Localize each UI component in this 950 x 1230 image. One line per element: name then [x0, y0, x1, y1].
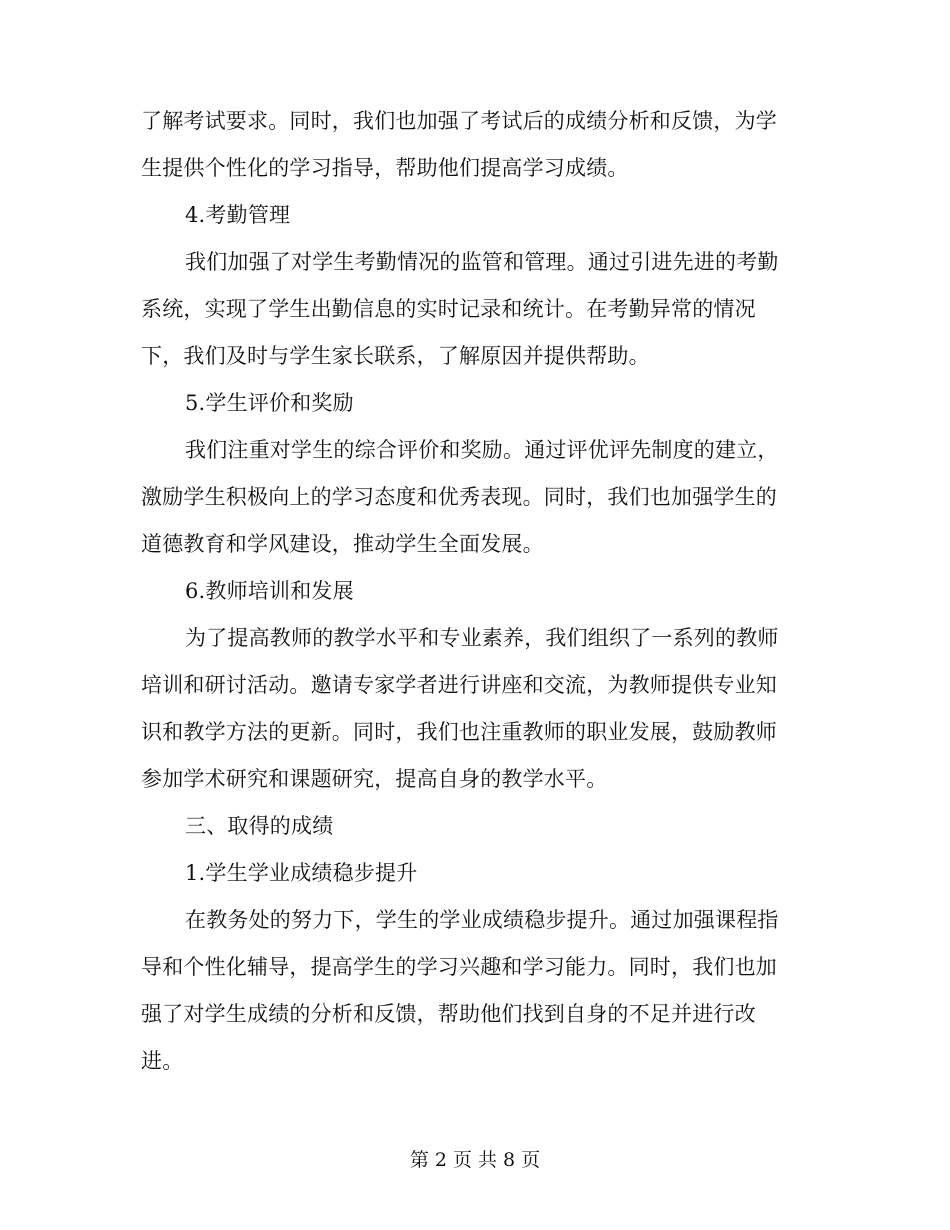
section-heading: 1.学生学业成绩稳步提升 — [185, 861, 418, 885]
paragraph-line: 培训和研讨活动。邀请专家学者进行讲座和交流，为教师提供专业知 — [141, 673, 777, 697]
paragraph-line: 在教务处的努力下，学生的学业成绩稳步提升。通过加强课程指 — [185, 908, 779, 932]
paragraph-line: 参加学术研究和课题研究，提高自身的教学水平。 — [141, 767, 608, 791]
paragraph-line: 我们加强了对学生考勤情况的监管和管理。通过引进先进的考勤 — [185, 250, 779, 274]
page-number-footer: 第 2 页 共 8 页 — [409, 1149, 541, 1171]
paragraph-line: 激励学生积极向上的学习态度和优秀表现。同时，我们也加强学生的 — [141, 485, 777, 509]
paragraph-line: 强了对学生成绩的分析和反馈，帮助他们找到自身的不足并进行改 — [141, 1002, 756, 1026]
paragraph-line: 下，我们及时与学生家长联系，了解原因并提供帮助。 — [141, 344, 650, 368]
document-body — [141, 98, 811, 1085]
section-heading: 6.教师培训和发展 — [185, 579, 354, 603]
paragraph-line: 识和教学方法的更新。同时，我们也注重教师的职业发展，鼓励教师 — [141, 720, 777, 744]
paragraph-line: 为了提高教师的教学水平和专业素养，我们组织了一系列的教师 — [185, 626, 779, 650]
paragraph-line: 我们注重对学生的综合评价和奖励。通过评优评先制度的建立， — [185, 438, 779, 462]
paragraph-line: 系统，实现了学生出勤信息的实时记录和统计。在考勤异常的情况 — [141, 297, 756, 321]
paragraph-line: 道德教育和学风建设，推动学生全面发展。 — [141, 532, 544, 556]
section-heading: 5.学生评价和奖励 — [185, 391, 354, 415]
paragraph-line: 进。 — [141, 1049, 184, 1073]
paragraph-line: 导和个性化辅导，提高学生的学习兴趣和学习能力。同时，我们也加 — [141, 955, 777, 979]
paragraph-line: 了解考试要求。同时，我们也加强了考试后的成绩分析和反馈，为学 — [141, 109, 777, 133]
section-heading: 4.考勤管理 — [185, 203, 291, 227]
paragraph-line: 生提供个性化的学习指导，帮助他们提高学习成绩。 — [141, 156, 629, 180]
chapter-heading: 三、取得的成绩 — [185, 814, 334, 838]
